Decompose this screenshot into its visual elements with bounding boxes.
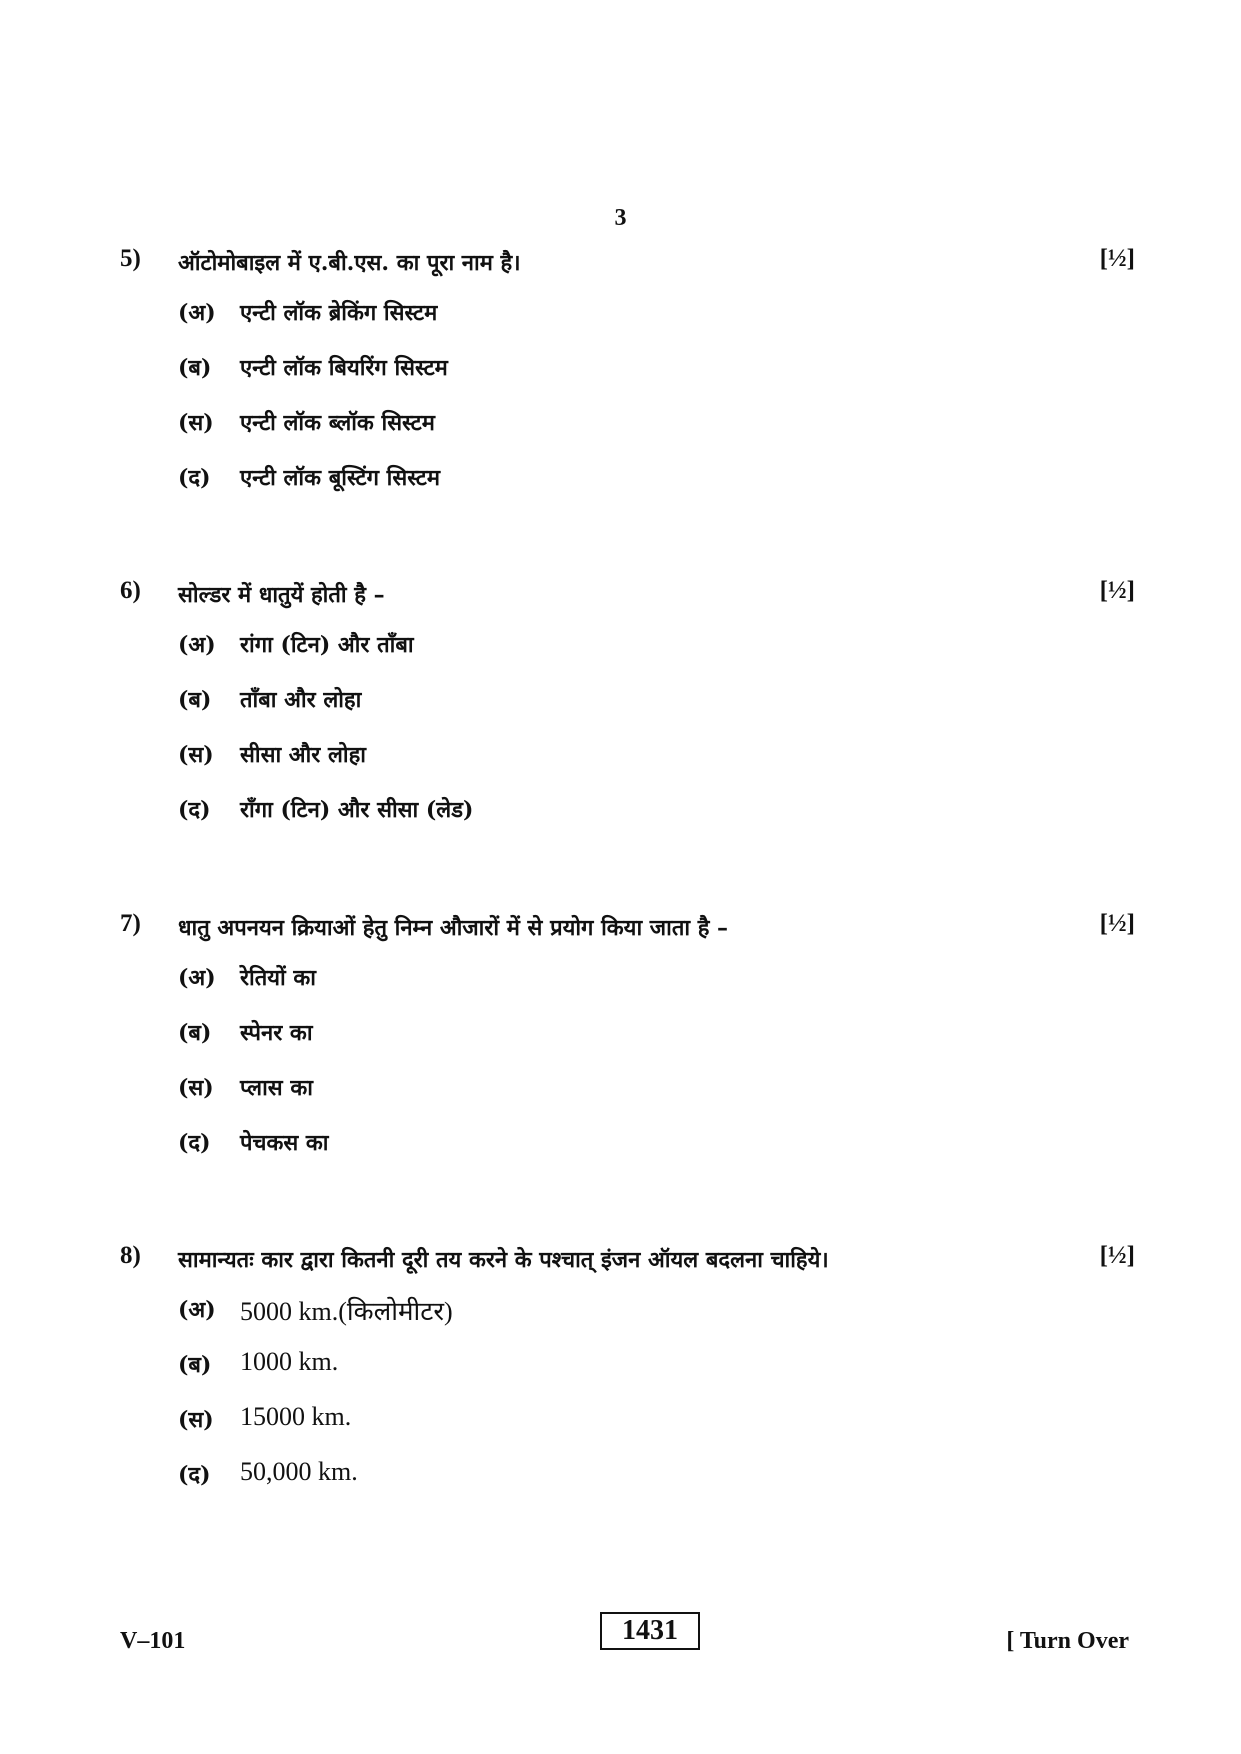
option-d bbox=[178, 1127, 1135, 1182]
option-label: (ब) bbox=[178, 687, 212, 713]
option-text: 5000 km.(किलोमीटर) bbox=[240, 1297, 453, 1326]
option-a bbox=[178, 629, 1135, 684]
option-text: रेतियों का bbox=[240, 965, 316, 991]
option-d bbox=[178, 462, 1135, 517]
option-b bbox=[178, 684, 1135, 739]
option-label: (द) bbox=[178, 1462, 211, 1488]
option-label: (ब) bbox=[178, 355, 212, 381]
options-list bbox=[178, 1294, 1135, 1514]
option-label: (द) bbox=[178, 465, 211, 491]
option-text: रांगा (टिन) और ताँबा bbox=[240, 632, 414, 658]
question-text: धातु अपनयन क्रियाओं हेतु निम्न औजारों में से प्रयोग किया जाता है – bbox=[178, 915, 729, 941]
question-text: ऑटोमोबाइल में ए.बी.एस. का पूरा नाम है। bbox=[178, 250, 521, 276]
page-number: 3 bbox=[614, 205, 627, 231]
page-code-box: 1431 bbox=[600, 1612, 700, 1650]
option-text: सीसा और लोहा bbox=[240, 742, 366, 768]
option-text: एन्टी लॉक ब्लॉक सिस्टम bbox=[240, 410, 435, 436]
option-text: एन्टी लॉक बूस्टिंग सिस्टम bbox=[240, 465, 441, 491]
option-label: (अ) bbox=[178, 632, 216, 658]
option-label: (अ) bbox=[178, 1297, 216, 1323]
option-d bbox=[178, 1459, 1135, 1514]
option-label: (स) bbox=[178, 742, 214, 768]
option-a bbox=[178, 297, 1135, 352]
option-a bbox=[178, 1294, 1135, 1349]
options-list bbox=[178, 629, 1135, 849]
paper-code: V–101 bbox=[120, 1628, 186, 1654]
question-marks: [½] bbox=[1099, 1242, 1135, 1269]
option-label: (स) bbox=[178, 410, 214, 436]
option-text: एन्टी लॉक बियरिंग सिस्टम bbox=[240, 355, 448, 381]
question-marks: [½] bbox=[1099, 910, 1135, 937]
option-b bbox=[178, 1349, 1135, 1404]
question-number: 6) bbox=[120, 577, 141, 604]
options-list bbox=[178, 297, 1135, 517]
option-c bbox=[178, 407, 1135, 462]
question-number: 7) bbox=[120, 910, 141, 937]
option-label: (स) bbox=[178, 1407, 214, 1433]
question-6 bbox=[120, 577, 1135, 849]
option-label: (द) bbox=[178, 797, 211, 823]
option-text: पेचकस का bbox=[240, 1130, 329, 1156]
option-text: प्लास का bbox=[240, 1075, 313, 1101]
option-label: (द) bbox=[178, 1130, 211, 1156]
option-a bbox=[178, 962, 1135, 1017]
option-text: ताँबा और लोहा bbox=[240, 687, 362, 713]
question-7 bbox=[120, 910, 1135, 1182]
option-text: 50,000 km. bbox=[240, 1457, 358, 1486]
turn-over-note: [ Turn Over bbox=[1006, 1628, 1129, 1654]
option-c bbox=[178, 739, 1135, 794]
option-b bbox=[178, 1017, 1135, 1072]
option-label: (स) bbox=[178, 1075, 214, 1101]
option-text: 15000 km. bbox=[240, 1402, 352, 1431]
option-label: (अ) bbox=[178, 300, 216, 326]
option-label: (ब) bbox=[178, 1020, 212, 1046]
question-marks: [½] bbox=[1099, 577, 1135, 604]
question-8 bbox=[120, 1242, 1135, 1514]
question-number: 5) bbox=[120, 245, 141, 272]
question-number: 8) bbox=[120, 1242, 141, 1269]
option-label: (ब) bbox=[178, 1352, 212, 1378]
question-text: सामान्यतः कार द्वारा कितनी दूरी तय करने के पश्चात् इंजन ऑयल बदलना चाहिये। bbox=[178, 1247, 829, 1273]
question-text: सोल्डर में धातुयें होती है – bbox=[178, 582, 385, 608]
option-d bbox=[178, 794, 1135, 849]
question-marks: [½] bbox=[1099, 245, 1135, 272]
option-b bbox=[178, 352, 1135, 407]
option-text: एन्टी लॉक ब्रेकिंग सिस्टम bbox=[240, 300, 438, 326]
option-label: (अ) bbox=[178, 965, 216, 991]
question-5 bbox=[120, 245, 1135, 517]
option-text: राँगा (टिन) और सीसा (लेड) bbox=[240, 797, 474, 823]
option-text: 1000 km. bbox=[240, 1347, 339, 1376]
options-list bbox=[178, 962, 1135, 1182]
option-c bbox=[178, 1072, 1135, 1127]
option-text: स्पेनर का bbox=[240, 1020, 313, 1046]
option-c bbox=[178, 1404, 1135, 1459]
